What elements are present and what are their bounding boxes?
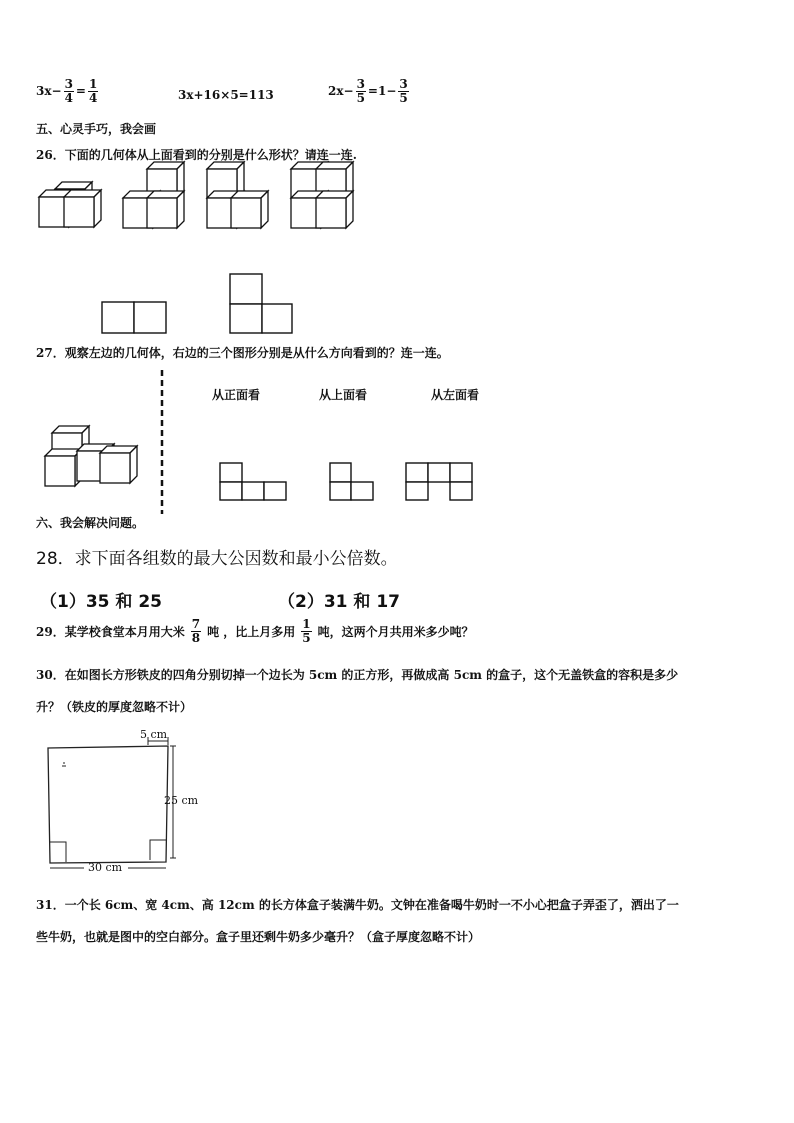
label-top-view: 从上面看: [319, 388, 368, 402]
q30-line-2: 升？（铁皮的厚度忽略不计）: [36, 700, 193, 714]
top-view-1: [102, 302, 166, 333]
dim-width-label: 30 cm: [88, 861, 123, 874]
eq1-mid: =: [75, 84, 86, 99]
equation-3: [328, 78, 409, 104]
q29-fraction-b: [301, 618, 311, 644]
eq3-frac-a-den: 5: [356, 90, 365, 105]
q26-solids-figure: [36, 166, 366, 236]
equation-2: [178, 88, 274, 102]
eq3-prefix: 2x−: [328, 84, 354, 99]
eq3-mid: =1−: [367, 84, 397, 99]
solid-a: [39, 182, 101, 227]
q28-part-2: （2）31 和 17: [278, 592, 400, 612]
q29-text-b: 吨 ，比上月多用: [207, 624, 296, 639]
eq1-frac-b-num: 1: [88, 77, 98, 91]
q28-text: 28．求下面各组数的最大公因数和最小公倍数。: [36, 549, 398, 569]
q28-part-1: （1）35 和 25: [40, 592, 162, 612]
q27-text: 27．观察左边的几何体，右边的三个图形分别是从什么方向看到的？连一连。: [36, 346, 449, 360]
q26-text: 26．下面的几何体从上面看到的分别是什么形状？请连一连.: [36, 148, 357, 162]
solid-d: [291, 162, 353, 228]
eq1-frac-b-den: 4: [88, 90, 98, 105]
q29-line: [36, 618, 474, 644]
section-6-title: 六、我会解决问题。: [36, 516, 145, 530]
q30-line-1: 30．在如图长方形铁皮的四角分别切掉一个边长为 5cm 的正方形，再做成高 5cm 的盒子，这个无盖铁盒的容积是多少: [36, 668, 679, 682]
view-shape-3: [406, 463, 472, 500]
solid-c: [207, 162, 268, 228]
q29-frac-a-num: 7: [191, 617, 201, 631]
q29-frac-b-den: 5: [302, 630, 311, 645]
q29-frac-b-num: 1: [302, 617, 311, 631]
q29-text-c: 吨，这两个月共用米多少吨？: [317, 624, 474, 639]
q29-frac-a-den: 8: [191, 630, 201, 645]
q29-fraction-a: [191, 618, 201, 644]
top-view-2: [230, 274, 292, 333]
q31-line-1: 31．一个长 6cm、宽 4cm、高 12cm 的长方体盒子装满牛奶。文钟在准备喝牛奶时一不小心把盒子弄歪了，洒出了一: [36, 898, 679, 912]
solid-b: [123, 162, 184, 228]
eq3-frac-a-num: 3: [356, 77, 365, 91]
q29-text-a: 29．某学校食堂本月用大米: [36, 624, 185, 639]
eq1-prefix: 3x−: [36, 84, 62, 99]
dim-corner-label: 5 cm: [140, 728, 168, 741]
equation-1: [36, 78, 98, 104]
q27-views: [219, 462, 489, 502]
view-shape-2: [330, 463, 373, 500]
section-5-title: 五、心灵手巧，我会画: [36, 122, 157, 136]
eq3-fraction-b: [398, 78, 408, 104]
eq1-fraction-b: [88, 78, 98, 104]
eq1-frac-a-num: 3: [64, 77, 73, 91]
view-shape-1: [220, 463, 286, 500]
q31-line-2: 些牛奶，也就是图中的空白部分。盒子里还剩牛奶多少毫升？（盒子厚度忽略不计）: [36, 930, 481, 944]
label-front-view: 从正面看: [212, 388, 261, 402]
eq1-frac-a-den: 4: [64, 90, 73, 105]
q26-top-views: [100, 272, 360, 342]
label-left-view: 从左面看: [431, 388, 480, 402]
dashed-divider: [160, 370, 164, 514]
dim-height-label: 25 cm: [164, 794, 199, 807]
eq3-frac-b-num: 3: [399, 77, 408, 91]
eq2-text: 3x+16×5=113: [178, 88, 274, 102]
eq1-fraction-a: [64, 78, 74, 104]
eq3-fraction-a: [356, 78, 366, 104]
eq3-frac-b-den: 5: [399, 90, 408, 105]
q27-solid-figure: [40, 424, 170, 514]
